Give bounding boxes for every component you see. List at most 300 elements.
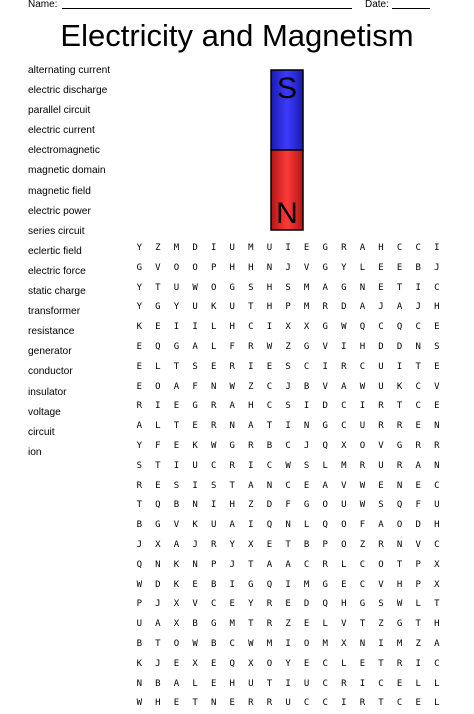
grid-letter: B: [303, 539, 310, 550]
grid-letter: X: [285, 322, 291, 333]
grid-letter: A: [155, 619, 161, 630]
word-list-item: transformer: [28, 306, 81, 318]
grid-letter: N: [155, 559, 161, 570]
grid-letter: R: [434, 440, 440, 451]
grid-letter: R: [229, 460, 235, 471]
grid-letter: W: [136, 698, 142, 709]
grid-letter: R: [248, 341, 254, 352]
grid-letter: T: [285, 539, 291, 550]
grid-letter: H: [434, 302, 440, 313]
grid-letter: E: [210, 658, 217, 669]
magnet-north-label: N: [276, 197, 298, 230]
grid-letter: Y: [136, 282, 142, 293]
grid-letter: L: [210, 322, 217, 333]
grid-letter: R: [378, 539, 384, 550]
grid-letter: M: [303, 282, 310, 293]
grid-letter: Z: [285, 619, 291, 630]
grid-letter: W: [359, 381, 366, 392]
grid-letter: R: [341, 678, 347, 689]
grid-letter: I: [341, 341, 347, 352]
grid-letter: R: [210, 539, 217, 550]
grid-letter: T: [434, 599, 440, 610]
grid-letter: T: [266, 678, 273, 689]
grid-letter: W: [266, 341, 273, 352]
grid-letter: I: [285, 421, 291, 432]
word-list-item: electric current: [28, 125, 95, 137]
grid-letter: C: [415, 381, 421, 392]
grid-letter: O: [341, 539, 347, 550]
word-search-grid: [130, 239, 446, 714]
grid-letter: Y: [136, 302, 142, 313]
grid-letter: T: [378, 658, 384, 669]
grid-letter: E: [192, 579, 198, 590]
grid-letter: Z: [248, 381, 254, 392]
grid-letter: H: [341, 599, 347, 610]
grid-letter: Q: [396, 322, 403, 333]
grid-letter: G: [396, 440, 403, 451]
grid-letter: I: [210, 243, 217, 253]
grid-letter: U: [359, 421, 366, 432]
grid-letter: C: [415, 322, 421, 333]
grid-letter: D: [415, 520, 421, 531]
grid-letter: E: [229, 698, 235, 709]
grid-letter: A: [136, 421, 142, 432]
grid-letter: M: [266, 638, 273, 649]
grid-letter: E: [359, 658, 366, 669]
grid-letter: E: [136, 361, 142, 372]
grid-letter: O: [173, 262, 180, 273]
grid-letter: U: [285, 698, 291, 709]
grid-letter: E: [173, 440, 180, 451]
grid-letter: X: [303, 322, 310, 333]
grid-letter: V: [303, 262, 310, 273]
word-list-item: voltage: [28, 406, 61, 418]
grid-letter: T: [359, 619, 366, 630]
word-list-item: conductor: [28, 366, 73, 378]
grid-letter: L: [155, 361, 161, 372]
grid-letter: V: [415, 539, 421, 550]
grid-letter: U: [173, 282, 180, 293]
word-list-item: electromagnetic: [28, 145, 100, 157]
grid-letter: U: [378, 381, 384, 392]
grid-letter: K: [210, 302, 217, 313]
grid-letter: S: [210, 480, 217, 491]
grid-letter: V: [322, 381, 328, 392]
grid-letter: R: [415, 440, 421, 451]
grid-letter: C: [303, 361, 310, 372]
name-label: Name:: [28, 0, 58, 10]
grid-letter: I: [248, 460, 254, 471]
grid-letter: N: [285, 520, 291, 531]
grid-letter: I: [378, 638, 384, 649]
grid-letter: I: [285, 678, 291, 689]
grid-letter: F: [359, 520, 366, 531]
word-list-item: circuit: [28, 426, 55, 438]
grid-letter: S: [303, 460, 310, 471]
grid-letter: R: [341, 361, 347, 372]
grid-letter: M: [229, 619, 235, 630]
grid-letter: E: [210, 361, 217, 372]
grid-letter: D: [155, 579, 161, 590]
grid-letter: R: [322, 302, 328, 313]
grid-letter: D: [378, 341, 384, 352]
grid-letter: E: [136, 341, 142, 352]
grid-letter: E: [173, 401, 180, 412]
grid-letter: N: [192, 500, 198, 511]
grid-letter: U: [378, 460, 384, 471]
grid-letter: A: [229, 520, 235, 531]
grid-letter: M: [322, 638, 328, 649]
grid-letter: R: [378, 401, 384, 412]
grid-letter: J: [155, 599, 161, 610]
grid-letter: C: [341, 421, 347, 432]
grid-letter: S: [248, 282, 254, 293]
grid-letter: O: [210, 282, 217, 293]
grid-letter: M: [341, 460, 347, 471]
grid-letter: F: [229, 341, 235, 352]
grid-letter: V: [155, 262, 161, 273]
grid-letter: T: [192, 698, 198, 709]
grid-letter: C: [434, 480, 440, 491]
grid-letter: L: [322, 619, 328, 630]
grid-letter: U: [341, 500, 347, 511]
grid-letter: S: [173, 480, 180, 491]
grid-letter: S: [285, 401, 291, 412]
grid-letter: B: [136, 520, 142, 531]
grid-letter: T: [415, 361, 421, 372]
grid-letter: J: [136, 539, 142, 550]
grid-letter: I: [434, 243, 440, 253]
name-line: [62, 8, 352, 9]
grid-letter: I: [415, 282, 421, 293]
grid-letter: A: [415, 460, 421, 471]
grid-letter: I: [359, 678, 366, 689]
grid-letter: A: [173, 381, 180, 392]
grid-letter: W: [248, 638, 254, 649]
grid-letter: L: [192, 678, 198, 689]
grid-letter: E: [210, 678, 217, 689]
grid-letter: N: [192, 559, 198, 570]
grid-letter: C: [266, 460, 273, 471]
grid-letter: T: [396, 401, 403, 412]
grid-letter: I: [266, 322, 273, 333]
grid-letter: J: [378, 302, 384, 313]
grid-letter: Q: [359, 322, 366, 333]
grid-letter: U: [192, 460, 198, 471]
grid-letter: B: [210, 579, 217, 590]
grid-letter: F: [285, 500, 291, 511]
grid-letter: T: [266, 421, 273, 432]
grid-letter: V: [434, 381, 440, 392]
grid-letter: K: [136, 322, 142, 333]
grid-letter: C: [229, 638, 235, 649]
grid-letter: N: [266, 262, 273, 273]
grid-letter: B: [266, 440, 273, 451]
grid-letter: R: [266, 698, 273, 709]
grid-letter: C: [434, 282, 440, 293]
grid-letter: O: [173, 638, 180, 649]
grid-letter: R: [359, 460, 366, 471]
magnet-south-label: S: [276, 72, 298, 105]
grid-letter: C: [210, 460, 217, 471]
grid-letter: Q: [229, 658, 235, 669]
grid-letter: R: [229, 361, 235, 372]
grid-letter: C: [285, 480, 291, 491]
grid-letter: V: [341, 480, 347, 491]
grid-letter: X: [192, 658, 198, 669]
grid-letter: N: [359, 638, 366, 649]
grid-letter: Y: [136, 440, 142, 451]
grid-letter: U: [248, 678, 254, 689]
grid-letter: L: [303, 520, 310, 531]
grid-letter: E: [434, 322, 440, 333]
grid-letter: U: [378, 361, 384, 372]
grid-letter: O: [378, 559, 384, 570]
grid-letter: O: [303, 638, 310, 649]
grid-letter: G: [322, 421, 328, 432]
grid-letter: Z: [359, 539, 366, 550]
grid-letter: T: [155, 460, 161, 471]
grid-letter: C: [359, 361, 366, 372]
grid-letter: W: [210, 440, 217, 451]
grid-letter: H: [396, 579, 403, 590]
grid-letter: E: [378, 480, 384, 491]
grid-letter: C: [434, 539, 440, 550]
grid-letter: U: [229, 243, 235, 253]
grid-letter: C: [434, 658, 440, 669]
grid-letter: I: [210, 500, 217, 511]
grid-letter: A: [248, 480, 254, 491]
grid-letter: V: [378, 440, 384, 451]
grid-letter: W: [285, 460, 291, 471]
grid-letter: J: [155, 658, 161, 669]
grid-letter: S: [378, 599, 384, 610]
grid-letter: N: [396, 539, 403, 550]
grid-letter: I: [285, 243, 291, 253]
word-list-item: alternating current: [28, 65, 111, 76]
grid-letter: T: [229, 480, 235, 491]
grid-letter: E: [303, 658, 310, 669]
grid-letter: Q: [266, 579, 273, 590]
word-list-item: electric discharge: [28, 85, 108, 97]
word-list-item: ion: [28, 446, 42, 458]
grid-letter: E: [155, 322, 161, 333]
grid-letter: C: [303, 559, 310, 570]
grid-letter: O: [192, 262, 198, 273]
grid-letter: E: [415, 480, 421, 491]
grid-letter: R: [396, 421, 403, 432]
grid-letter: E: [434, 401, 440, 412]
grid-letter: J: [303, 440, 310, 451]
grid-letter: Y: [136, 243, 142, 253]
word-list: [28, 61, 110, 463]
grid-letter: G: [192, 401, 198, 412]
grid-letter: O: [155, 381, 161, 392]
grid-letter: V: [173, 520, 180, 531]
grid-letter: A: [396, 302, 403, 313]
grid-letter: I: [285, 579, 291, 590]
grid-letter: C: [210, 599, 217, 610]
grid-letter: A: [285, 559, 291, 570]
grid-letter: K: [173, 559, 180, 570]
grid-letter: A: [173, 539, 180, 550]
grid-letter: S: [136, 460, 142, 471]
grid-letter: L: [155, 421, 161, 432]
grid-letter: C: [322, 658, 328, 669]
grid-letter: H: [248, 262, 254, 273]
grid-letter: L: [415, 599, 421, 610]
grid-letter: E: [434, 361, 440, 372]
grid-letter: G: [229, 282, 235, 293]
grid-letter: S: [434, 341, 440, 352]
grid-letter: G: [248, 579, 254, 590]
grid-letter: I: [229, 579, 235, 590]
grid-letter: J: [285, 381, 291, 392]
grid-letter: P: [210, 262, 217, 273]
grid-letter: A: [192, 341, 198, 352]
grid-letter: E: [378, 282, 384, 293]
grid-letter: E: [192, 421, 198, 432]
grid-letter: G: [396, 619, 403, 630]
date-line: [392, 8, 430, 9]
grid-letter: H: [266, 302, 273, 313]
grid-letter: I: [285, 638, 291, 649]
grid-letter: O: [396, 520, 403, 531]
grid-letter: H: [229, 262, 235, 273]
grid-letter: P: [210, 559, 217, 570]
grid-letter: M: [248, 243, 254, 253]
grid-letter: Y: [173, 302, 180, 313]
grid-letter: R: [341, 243, 347, 253]
grid-letter: C: [396, 243, 403, 253]
grid-letter: Q: [266, 520, 273, 531]
grid-letter: N: [136, 678, 142, 689]
grid-letter: R: [210, 401, 217, 412]
word-list-item: electric force: [28, 265, 86, 277]
grid-letter: R: [378, 421, 384, 432]
grid-letter: M: [396, 638, 403, 649]
grid-letter: H: [434, 520, 440, 531]
grid-letter: D: [396, 341, 403, 352]
grid-letter: X: [173, 599, 180, 610]
grid-letter: F: [415, 500, 421, 511]
grid-letter: E: [378, 262, 384, 273]
grid-letter: E: [303, 243, 310, 253]
grid-letter: L: [434, 698, 440, 709]
grid-letter: A: [322, 480, 328, 491]
grid-letter: K: [173, 579, 180, 590]
grid-letter: E: [396, 678, 403, 689]
grid-letter: B: [155, 678, 161, 689]
grid-letter: D: [341, 302, 347, 313]
grid-letter: C: [322, 678, 328, 689]
grid-letter: S: [378, 500, 384, 511]
grid-letter: R: [396, 658, 403, 669]
grid-letter: K: [192, 440, 198, 451]
grid-letter: Q: [396, 500, 403, 511]
grid-letter: P: [415, 579, 421, 590]
grid-letter: G: [155, 302, 161, 313]
page-title: Electricity and Magnetism: [60, 18, 414, 53]
grid-letter: A: [322, 282, 328, 293]
grid-letter: J: [415, 302, 421, 313]
grid-letter: C: [266, 401, 273, 412]
grid-letter: T: [248, 559, 254, 570]
grid-letter: Z: [378, 619, 384, 630]
grid-letter: E: [341, 579, 347, 590]
grid-letter: T: [378, 698, 384, 709]
grid-letter: G: [322, 262, 328, 273]
grid-letter: C: [303, 698, 310, 709]
word-list-item: electric power: [28, 205, 91, 217]
grid-letter: Q: [155, 500, 161, 511]
grid-letter: A: [173, 678, 180, 689]
grid-letter: P: [285, 302, 291, 313]
grid-letter: R: [266, 619, 273, 630]
grid-letter: Y: [341, 262, 347, 273]
grid-letter: A: [359, 243, 366, 253]
grid-letter: L: [359, 262, 366, 273]
grid-letter: V: [378, 579, 384, 590]
grid-letter: A: [378, 520, 384, 531]
grid-letter: W: [192, 638, 198, 649]
grid-letter: N: [210, 698, 217, 709]
grid-letter: G: [303, 341, 310, 352]
grid-letter: R: [266, 599, 273, 610]
grid-letter: Q: [136, 559, 142, 570]
grid-letter: T: [415, 619, 421, 630]
word-list-item: resistance: [28, 326, 75, 338]
grid-letter: I: [248, 361, 254, 372]
grid-letter: G: [229, 440, 235, 451]
grid-letter: A: [359, 302, 366, 313]
grid-letter: I: [396, 361, 403, 372]
grid-letter: H: [229, 678, 235, 689]
grid-letter: D: [192, 243, 198, 253]
grid-letter: C: [266, 381, 273, 392]
word-list-item: parallel circuit: [28, 105, 91, 117]
grid-letter: C: [415, 401, 421, 412]
grid-letter: Y: [229, 539, 235, 550]
grid-letter: O: [322, 500, 328, 511]
grid-letter: T: [396, 282, 403, 293]
grid-letter: W: [136, 579, 142, 590]
grid-letter: Z: [155, 243, 161, 253]
grid-letter: K: [192, 520, 198, 531]
grid-letter: G: [341, 282, 347, 293]
grid-letter: W: [359, 500, 366, 511]
grid-letter: E: [155, 480, 161, 491]
grid-letter: B: [303, 381, 310, 392]
grid-letter: X: [173, 619, 180, 630]
grid-letter: E: [303, 480, 310, 491]
grid-letter: G: [322, 322, 328, 333]
grid-letter: A: [229, 401, 235, 412]
word-list-item: insulator: [28, 386, 67, 398]
grid-letter: N: [434, 460, 440, 471]
grid-letter: L: [415, 678, 421, 689]
grid-letter: L: [341, 559, 347, 570]
grid-letter: O: [341, 520, 347, 531]
grid-letter: M: [303, 302, 310, 313]
grid-letter: S: [285, 361, 291, 372]
word-list-item: magnetic domain: [28, 165, 106, 177]
grid-letter: P: [136, 599, 142, 610]
grid-letter: T: [248, 302, 254, 313]
bar-magnet-icon: [269, 68, 305, 232]
grid-letter: L: [210, 341, 217, 352]
grid-letter: N: [415, 341, 421, 352]
